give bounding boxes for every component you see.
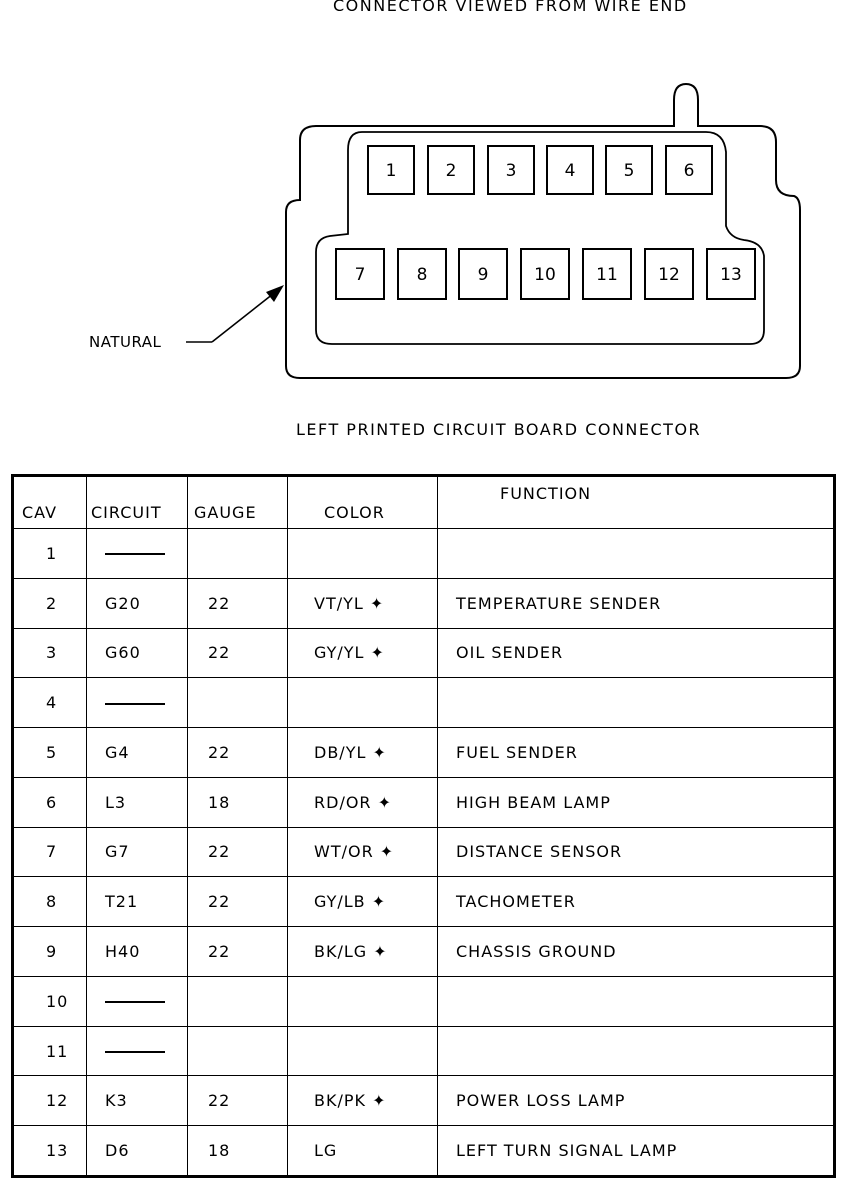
cell-function [438, 678, 834, 728]
cell-color: LG [288, 1126, 438, 1176]
cell-cav: 7 [14, 827, 87, 877]
natural-arrowhead-icon [266, 285, 284, 302]
cell-circuit: H40 [87, 927, 188, 977]
pin-11-label: 11 [596, 265, 618, 285]
table-row [14, 1076, 834, 1126]
pin-13-label: 13 [720, 265, 742, 285]
cell-gauge [188, 678, 288, 728]
cell-color: RD/OR ✦ [288, 777, 438, 827]
table-row [14, 777, 834, 827]
cell-gauge [188, 529, 288, 579]
header-color: COLOR [288, 477, 438, 529]
cell-cav: 5 [14, 728, 87, 778]
pin-2-label: 2 [445, 161, 457, 181]
cell-color [288, 678, 438, 728]
table-caption: LEFT PRINTED CIRCUIT BOARD CONNECTOR [296, 420, 702, 439]
cell-cav: 4 [14, 678, 87, 728]
cell-gauge: 22 [188, 927, 288, 977]
cell-circuit: K3 [87, 1076, 188, 1126]
cell-function: OIL SENDER [438, 628, 834, 678]
cell-function: DISTANCE SENSOR [438, 827, 834, 877]
table-row [14, 927, 834, 977]
table-row [14, 1026, 834, 1076]
cell-gauge: 22 [188, 877, 288, 927]
natural-leader-arrow-line [212, 290, 278, 342]
cell-circuit: G60 [87, 628, 188, 678]
connector-housing [286, 84, 800, 378]
pin-4-label: 4 [564, 161, 576, 181]
cell-function: HIGH BEAM LAMP [438, 777, 834, 827]
cell-cav: 13 [14, 1126, 87, 1176]
cell-color [288, 1026, 438, 1076]
cell-circuit [87, 529, 188, 579]
cell-cav: 2 [14, 578, 87, 628]
cell-color [288, 529, 438, 579]
pin-1-label: 1 [385, 161, 397, 181]
pin-6-label: 6 [683, 161, 695, 181]
cell-circuit [87, 976, 188, 1026]
cell-function: CHASSIS GROUND [438, 927, 834, 977]
pinout-table [11, 474, 836, 1178]
cell-function [438, 529, 834, 579]
cell-cav: 8 [14, 877, 87, 927]
table-row [14, 976, 834, 1026]
cell-circuit [87, 1026, 188, 1076]
cell-gauge: 22 [188, 827, 288, 877]
cell-gauge [188, 1026, 288, 1076]
table-row [14, 728, 834, 778]
cell-function [438, 1026, 834, 1076]
unused-circuit-dash [105, 553, 165, 555]
unused-circuit-dash [105, 1001, 165, 1003]
cell-circuit: G4 [87, 728, 188, 778]
table-row [14, 628, 834, 678]
cell-gauge: 22 [188, 628, 288, 678]
cell-cav: 12 [14, 1076, 87, 1126]
pin-5-label: 5 [623, 161, 635, 181]
header-function: FUNCTION [438, 477, 834, 529]
cell-color: BK/PK ✦ [288, 1076, 438, 1126]
cell-gauge: 18 [188, 777, 288, 827]
pin-3-label: 3 [505, 161, 517, 181]
header-circuit: CIRCUIT [87, 477, 188, 529]
pin-10-label: 10 [534, 265, 556, 285]
cell-color: BK/LG ✦ [288, 927, 438, 977]
pin-12-label: 12 [658, 265, 680, 285]
cell-color: VT/YL ✦ [288, 578, 438, 628]
cell-color: DB/YL ✦ [288, 728, 438, 778]
cell-color [288, 976, 438, 1026]
cell-circuit: T21 [87, 877, 188, 927]
cell-function: POWER LOSS LAMP [438, 1076, 834, 1126]
connector-cavity [316, 132, 764, 344]
pin-8-label: 8 [416, 265, 428, 285]
cell-gauge: 22 [188, 1076, 288, 1126]
cell-circuit: G7 [87, 827, 188, 877]
cell-color: WT/OR ✦ [288, 827, 438, 877]
pin-7-label: 7 [354, 265, 366, 285]
unused-circuit-dash [105, 1051, 165, 1053]
unused-circuit-dash [105, 703, 165, 705]
connector-diagram [0, 0, 864, 400]
table-row [14, 578, 834, 628]
header-gauge: GAUGE [188, 477, 288, 529]
cell-cav: 6 [14, 777, 87, 827]
cell-function: LEFT TURN SIGNAL LAMP [438, 1126, 834, 1176]
natural-label: NATURAL [89, 333, 162, 351]
cell-circuit: L3 [87, 777, 188, 827]
table-row [14, 877, 834, 927]
table-row [14, 827, 834, 877]
connector-view-caption: CONNECTOR VIEWED FROM WIRE END [333, 0, 688, 15]
header-cav: CAV [14, 477, 87, 529]
cell-gauge [188, 976, 288, 1026]
cell-function: TEMPERATURE SENDER [438, 578, 834, 628]
cell-cav: 11 [14, 1026, 87, 1076]
cell-gauge: 22 [188, 578, 288, 628]
cell-function: TACHOMETER [438, 877, 834, 927]
table-row [14, 1126, 834, 1176]
cell-circuit [87, 678, 188, 728]
cell-cav: 10 [14, 976, 87, 1026]
cell-function: FUEL SENDER [438, 728, 834, 778]
cell-circuit: G20 [87, 578, 188, 628]
cell-cav: 1 [14, 529, 87, 579]
cell-color: GY/LB ✦ [288, 877, 438, 927]
table-row [14, 529, 834, 579]
cell-cav: 3 [14, 628, 87, 678]
table-row [14, 678, 834, 728]
cell-gauge: 18 [188, 1126, 288, 1176]
cell-color: GY/YL ✦ [288, 628, 438, 678]
cell-cav: 9 [14, 927, 87, 977]
table-header-row [14, 477, 834, 529]
cell-circuit: D6 [87, 1126, 188, 1176]
pin-9-label: 9 [477, 265, 489, 285]
cell-gauge: 22 [188, 728, 288, 778]
cell-function [438, 976, 834, 1026]
